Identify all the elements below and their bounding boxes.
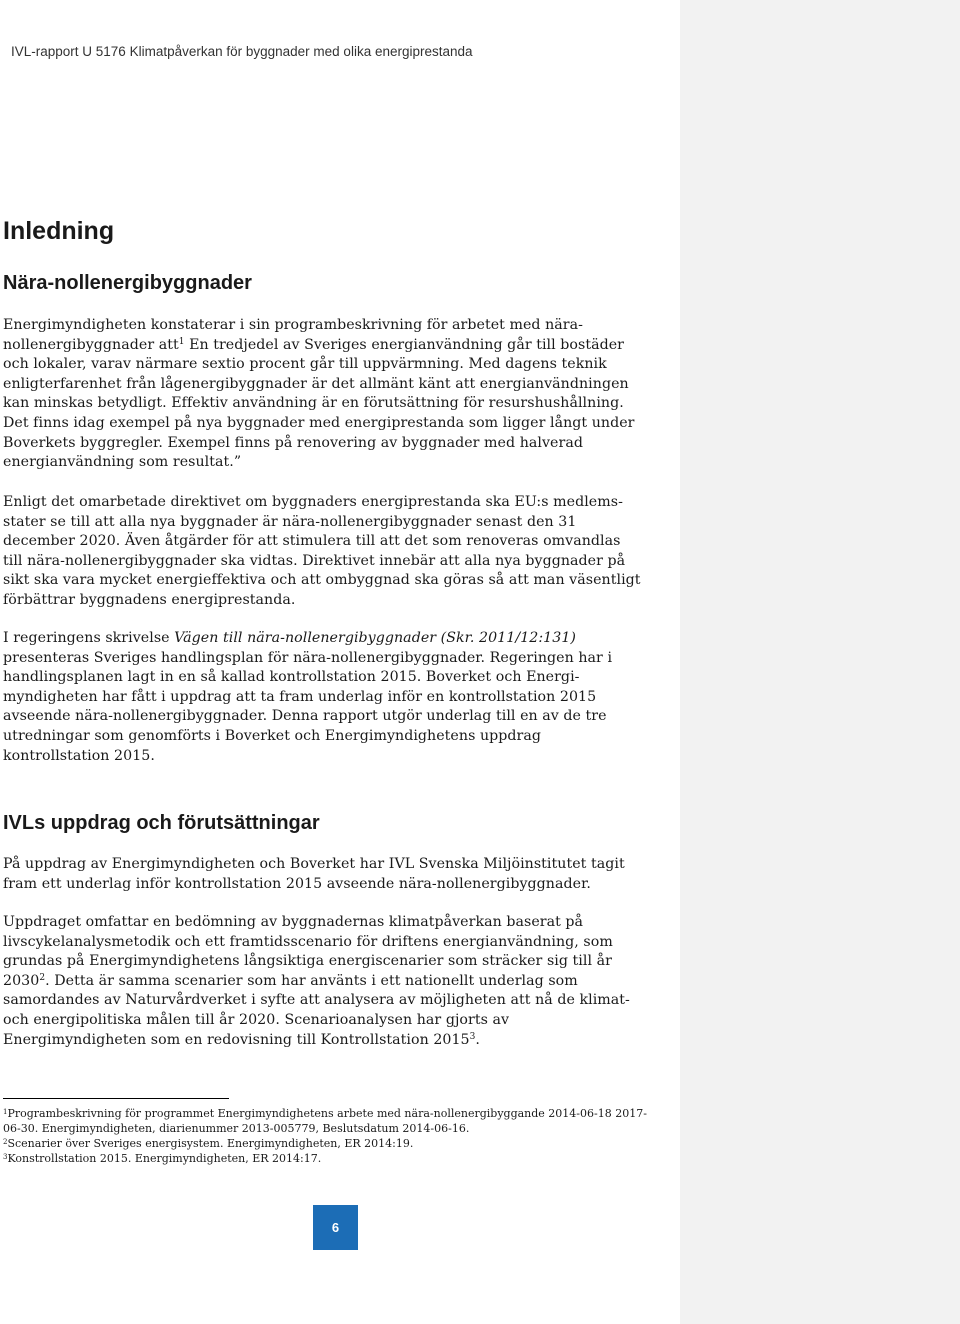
text-line: grundas på Energimyndighetens långsiktiga energiscenarier som sträcker sig till år <box>3 953 612 970</box>
paragraph-4 <box>3 855 675 894</box>
footnote: $^2$Scenarier över Sveriges energisystem. Energimyndigheten, ER 2014:19. <box>3 1137 414 1150</box>
subsection-title-nzeb: Nära-nollenergibyggnader <box>3 272 252 294</box>
text-line: myndigheten har fått i uppdrag att ta fram underlag inför en kontrollstation 2015 <box>3 688 597 705</box>
text-line: Uppdraget omfattar en bedömning av byggnadernas klimatpåverkan baserat på <box>3 914 584 930</box>
text-line: Energimyndigheten som en redovisning till Kontrollstation 2015$^3$. <box>3 1031 480 1048</box>
running-header: IVL-rapport U 5176 Klimatpåverkan för byggnader med olika energiprestanda <box>11 44 473 59</box>
text-line: Boverkets byggregler. Exempel finns på renovering av byggnader med halverad <box>3 434 583 451</box>
text-line: Enligt det omarbetade direktivet om byggnaders energiprestanda ska EU:s medlems- <box>3 494 623 510</box>
text-line: och lokaler, varav närmare sextio procent går till uppvärmning. Med dagens teknik <box>3 356 607 373</box>
text-line: kan minskas betydligt. Effektiv användning är en förutsättning för resurshushållning. <box>3 395 624 412</box>
text-line: 2030$^2$. Detta är samma scenarier som har använts i ett nationellt underlag som <box>3 972 578 989</box>
page-number-badge: 6 <box>313 1205 358 1250</box>
section-title: Inledning <box>3 217 115 245</box>
text-line: Det finns idag exempel på nya byggnader med energiprestanda som ligger långt under <box>3 414 635 431</box>
text-line: livscykelanalysmetodik och ett framtidsscenario för driftens energianvändning, som <box>3 933 613 950</box>
footnote-ref[interactable]: 3 <box>469 1031 476 1042</box>
margin-panel <box>680 0 960 1324</box>
footnote-divider <box>3 1098 229 1099</box>
text-line: handlingsplanen lagt in en så kallad kontrollstation 2015. Boverket och Energi- <box>3 669 580 686</box>
text-line: avseende nära-nollenergibyggnader. Denna rapport utgör underlag till en av de tre <box>3 708 607 725</box>
text-line: fram ett underlag inför kontrollstation 2015 avseende nära-nollenergibyggnader. <box>3 875 591 892</box>
paragraph-2 <box>3 493 675 611</box>
text-line: december 2020. Även åtgärder för att stimulera till att det som renoveras omvandlas <box>3 533 621 550</box>
footnote: $^1$Programbeskrivning för programmet Energimyndighetens arbete med nära-nollenergibyggande 2014-06-18 2017- <box>3 1107 647 1120</box>
text-line: stater se till att alla nya byggnader är nära-nollenergibyggnader senast den 31 <box>3 513 577 530</box>
text-line: I regeringens skrivelse Vägen till nära-nollenergibyggnader (Skr. 2011/12:131) <box>3 630 576 646</box>
paragraph-1 <box>3 316 675 473</box>
footnote: $^3$Konstrollstation 2015. Energimyndigheten, ER 2014:17. <box>3 1152 322 1165</box>
text-line: sikt ska vara mycket energieffektiva och att ombyggnad ska göras så att man väsentligt <box>3 572 641 589</box>
paragraph-5 <box>3 913 675 1050</box>
text-line: nollenergibyggnader att$^1$ En tredjedel av Sveriges energianvändning går till bostäder <box>3 336 625 353</box>
text-line: förbättrar byggnadens energiprestanda. <box>3 591 296 608</box>
subsection-title-ivl: IVLs uppdrag och förutsättningar <box>3 812 320 834</box>
text-line: På uppdrag av Energimyndigheten och Boverket har IVL Svenska Miljöinstitutet tagit <box>3 856 625 872</box>
text-line: kontrollstation 2015. <box>3 747 155 764</box>
text-line: enligterfarenhet från lågenergibyggnader är det allmänt känt att energianvändningen <box>3 375 629 392</box>
footnote-ref[interactable]: 2 <box>39 972 46 983</box>
footnotes <box>3 1106 675 1166</box>
text-line: Energimyndigheten konstaterar i sin programbeskrivning för arbetet med nära- <box>3 317 583 333</box>
text-line: samordandes av Naturvårdverket i syfte att analysera av möjligheten att nå de klimat- <box>3 992 630 1009</box>
document-title-italic: Vägen till nära-nollenergibyggnader (Skr. 2011/12:131) <box>174 630 576 646</box>
footnote-ref[interactable]: 1 <box>178 336 185 347</box>
text-line: utredningar som genomförts i Boverket och Energimyndighetens uppdrag <box>3 727 542 744</box>
text-line: presenteras Sveriges handlingsplan för nära-nollenergibyggnader. Regeringen har i <box>3 649 613 666</box>
paragraph-3 <box>3 629 675 766</box>
footnote-continuation: 06-30. Energimyndigheten, diarienummer 2013-005779, Beslutsdatum 2014-06-16. <box>3 1122 470 1135</box>
text-line: till nära-nollenergibyggnader ska vidtas. Direktivet innebär att alla nya byggnader på <box>3 552 626 569</box>
text-line: energianvändning som resultat.” <box>3 454 242 471</box>
text-line: och energipolitiska målen till år 2020. Scenarioanalysen har gjorts av <box>3 1011 510 1028</box>
